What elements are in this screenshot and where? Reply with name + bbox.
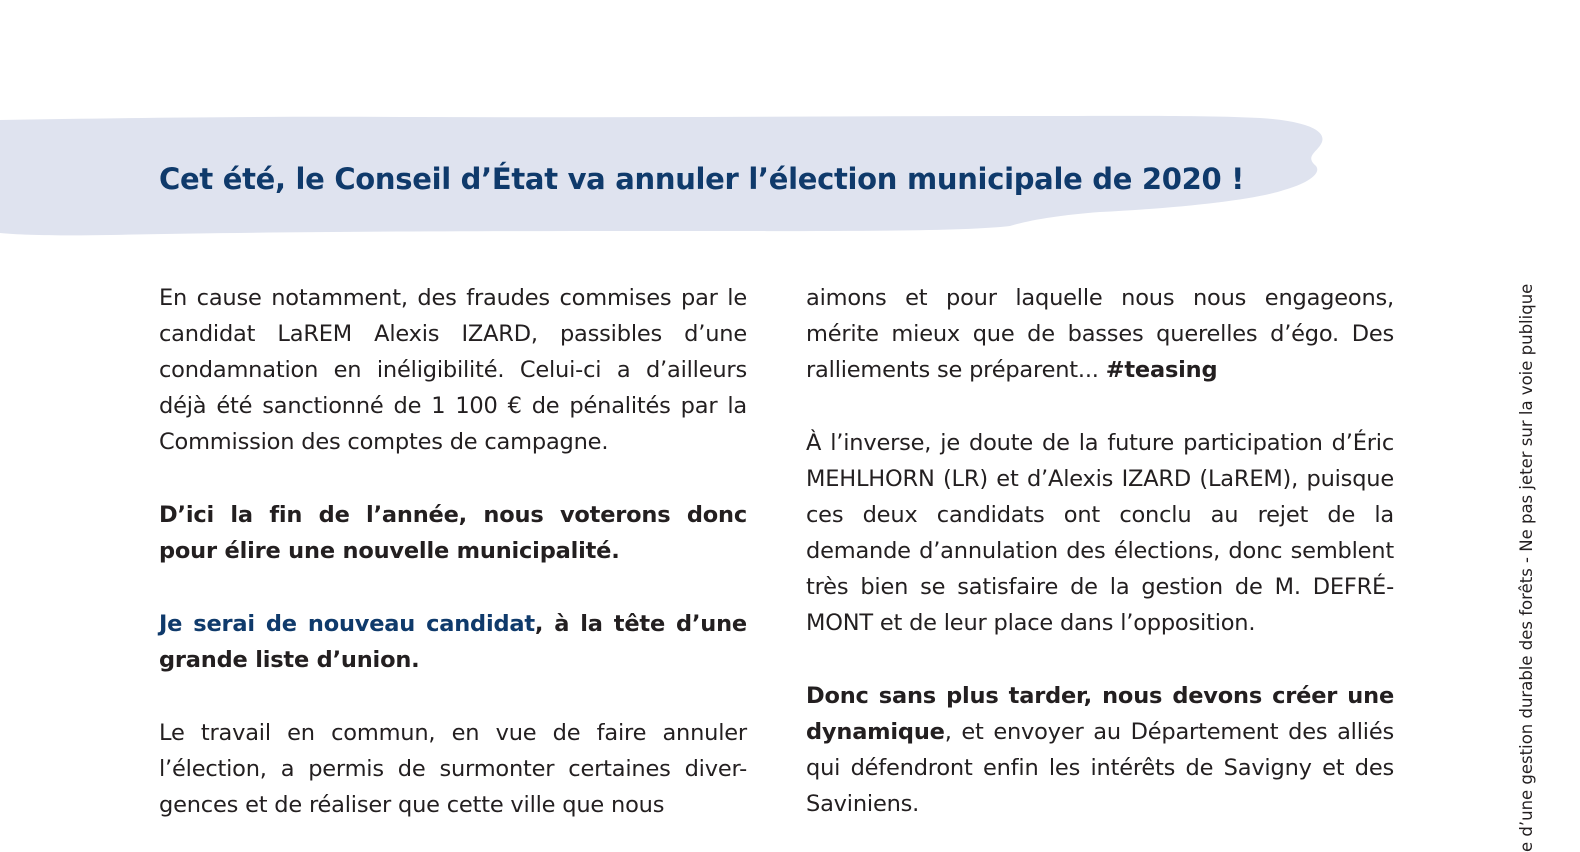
paragraph-dynamique [806, 678, 1394, 822]
candidate-highlight: Je serai de nouveau candidat [159, 611, 535, 637]
candidature-rest: , à la tête d’une grande liste d’union. [159, 611, 747, 673]
dynamique-rest: , et envoyer au Département des alliés qui défendront enfin les intérêts de Savigny et des Saviniens. [806, 719, 1394, 817]
teasing-hashtag: #teasing [1105, 357, 1218, 383]
right-column [806, 280, 1394, 822]
page-title: Cet été, le Conseil d’État va annuler l’élection municipale de 2020 ! [159, 162, 1245, 196]
paragraph-ralliements [806, 280, 1394, 388]
paragraph-participation: À l’inverse, je doute de la future participation d’Éric MEHLHORN (LR) et d’Alexis IZARD (LaREM), puisque ces deux candidats ont conclu au rejet de la demande d’annulation des élections, donc semblent très bien se satisfaire de la gestion de M. DEFRÉ-MONT et de leur place dans l’opposition. [806, 430, 1394, 636]
ralliements-text: aimons et pour laquelle nous nous engageons, mérite mieux que de basses querelles d’égo. Des ralliements se préparent... [806, 285, 1394, 383]
vertical-print-notice: e d’une gestion durable des forêts - Ne pas jeter sur la voie publique [1517, 283, 1536, 852]
paragraph-vote: D’ici la fin de l’année, nous voterons donc pour élire une nouvelle municipalité. [159, 502, 747, 564]
dynamique-bold: Donc sans plus tarder, nous devons créer une dynamique [806, 683, 1394, 745]
paragraph-travail-commun: Le travail en commun, en vue de faire annuler l’élection, a permis de surmonter certaines diver-gences et de réaliser que cette ville que nous [159, 720, 747, 818]
paragraph-fraudes: En cause notamment, des fraudes commises par le candidat LaREM Alexis IZARD, passibles d’une condamnation en inéligibilité. Celui-ci a d’ailleurs déjà été sanctionné de 1 100 € de pénalités par la Commission des comptes de campagne. [159, 285, 747, 455]
paragraph-candidature [159, 606, 747, 678]
left-column [159, 280, 747, 823]
